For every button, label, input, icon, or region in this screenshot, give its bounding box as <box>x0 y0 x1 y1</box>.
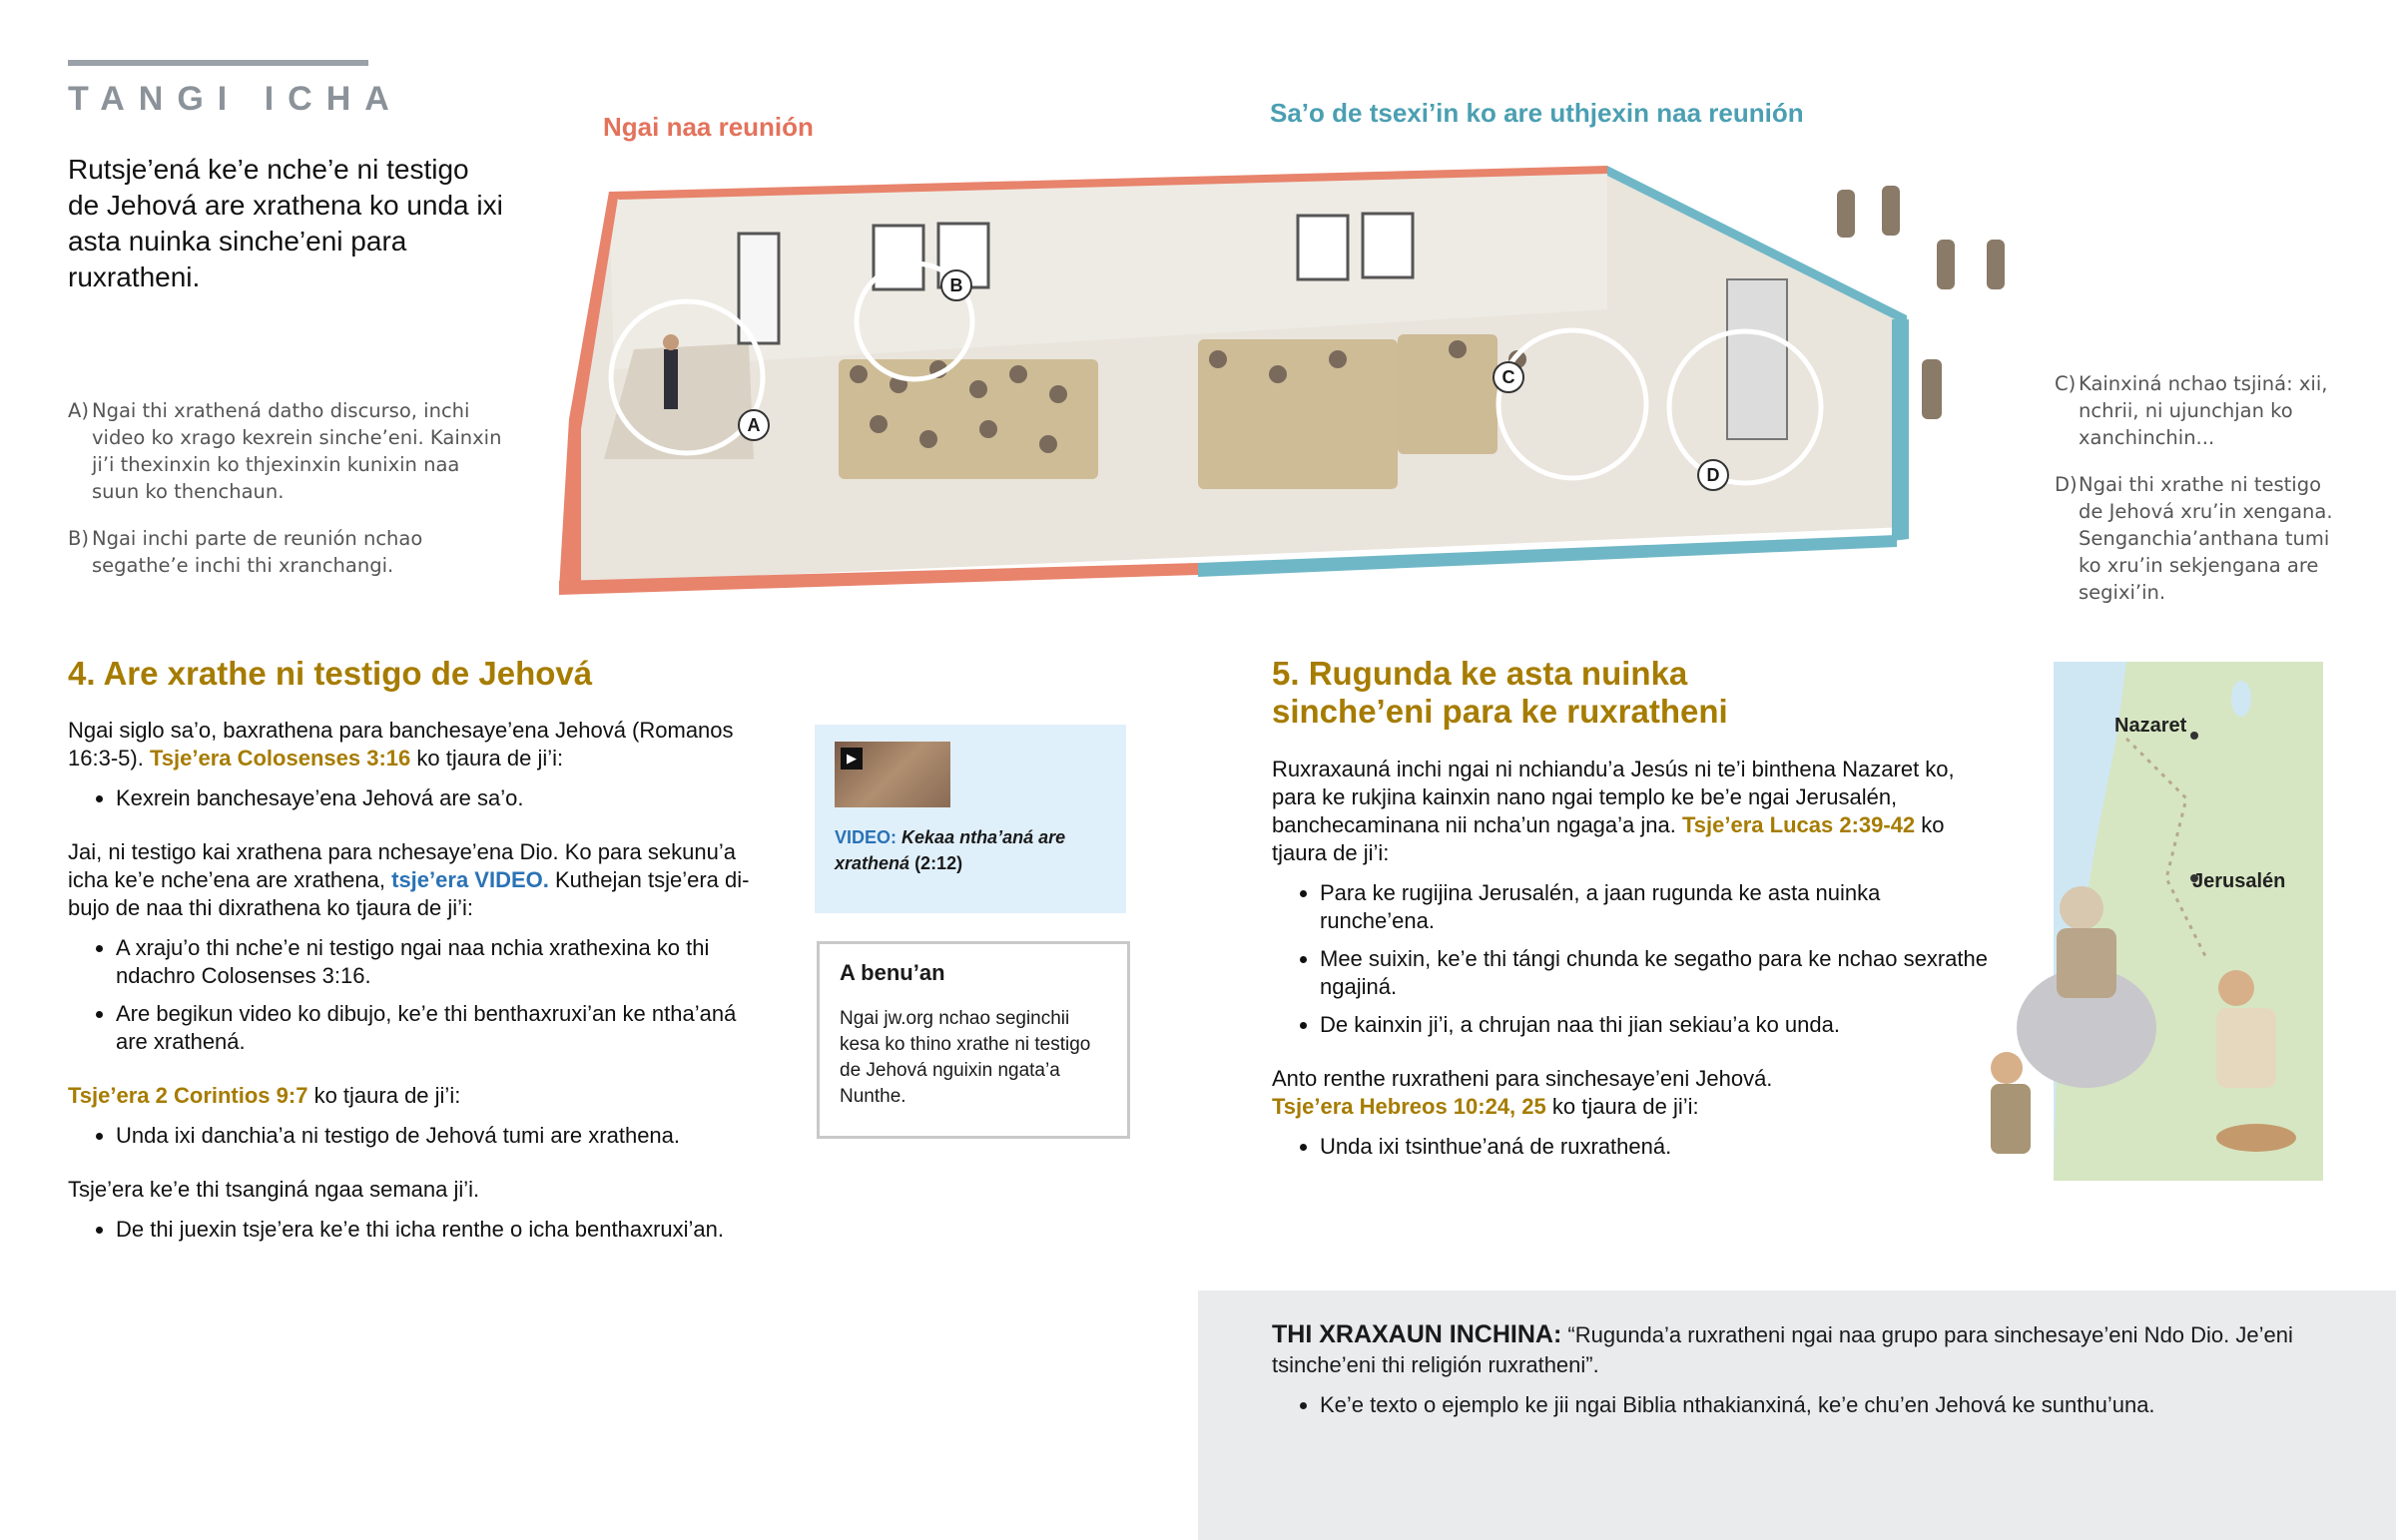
video-duration: (2:12) <box>914 853 963 873</box>
video-box[interactable] <box>815 725 1126 913</box>
list-item: • De thi juexin tsje’era ke’e thi icha renthe o icha benthaxruxi’an. <box>116 1216 767 1244</box>
play-icon[interactable]: ▶ <box>841 748 863 770</box>
caption-a: A) Ngai thi xrathená datho discurso, inchi video ko xrago kexrein sinche’eni. Kainxin ji’i thexinxin ko thjexinxin kunixin naa suun ko thenchaun. <box>68 399 502 503</box>
captions-left <box>68 397 507 599</box>
video-link[interactable]: tsje’era VIDEO. <box>391 867 549 892</box>
caption-b: B) Ngai inchi parte de reunión nchao segathe’e inchi thi xranchangi. <box>68 527 423 577</box>
list-item: • De kainxin ji’i, a chrujan naa thi jian sekiau’a ko unda. <box>1320 1011 1991 1039</box>
list-item: • Para ke rugijina Jerusalén, a jaan rugunda ke asta nuinka runche’ena. <box>1320 879 1991 935</box>
info-box-title: A benu’an <box>840 960 945 985</box>
summary-quote: “Rugunda’a ruxratheni ngai naa grupo para sinchesaye’eni Ndo Dio. Je’eni tsinche’eni thi religión ruxratheni”. <box>1272 1322 2293 1377</box>
info-box-body: Ngai jw.org nchao seginchii kesa ko thino xrathe ni testigo de Jehová nguixin ngata’a Nunthe. <box>840 1008 1091 1107</box>
list-item: • A xraju’o thi nche’e ni testigo ngai naa nchia xrathexina ko thi ndachro Colosenses 3:16. <box>116 934 767 990</box>
intro-text: Rutsje’ená ke’e nche’e ni testigo de Jehová are xrathena ko unda ixi asta nuinka sinche’eni para ruxratheni. <box>68 154 503 292</box>
illustration-label-right: Sa’o de tsexi’in ko are uthjexin naa reunión <box>1270 98 1804 128</box>
list-item: • Are begikun video ko dibujo, ke’e thi benthaxruxi’an ke ntha’aná are xrathená. <box>116 1000 767 1056</box>
bible-ref-link[interactable]: Tsje’era Lucas 2:39-42 <box>1682 812 1916 837</box>
caption-c: C) Kainxiná nchao tsjiná: xii, nchrii, ni ujunchjan ko xanchinchin... <box>2055 372 2328 449</box>
list-item: • Kexrein banchesaye’ena Jehová are sa’o. <box>116 784 767 812</box>
meeting-hall-illustration <box>519 160 2017 609</box>
list-item: • Mee suixin, ke’e thi tángi chunda ke segatho para ke nchao sexrathe ngajiná. <box>1320 945 1991 1001</box>
bible-ref-link[interactable]: Tsje’era Hebreos 10:24, 25 <box>1272 1094 1546 1119</box>
captions-right <box>2055 370 2344 626</box>
list-item: • Unda ixi tsinthue’aná de ruxrathená. <box>1320 1133 1991 1161</box>
bible-ref-link[interactable]: Tsje’era 2 Corintios 9:7 <box>68 1083 308 1108</box>
list-item: • Ke’e texto o ejemplo ke jii ngai Biblia nthakianxiná, ke’e chu’en Jehová ke sunthu’una. <box>1320 1390 2330 1420</box>
page-kicker: TANGI ICHA <box>68 80 403 118</box>
list-item: • Unda ixi danchia’a ni testigo de Jehová tumi are xrathena. <box>116 1122 767 1150</box>
section4-body: Ngai siglo sa’o, baxrathena para banchesaye’ena Jehová (Romanos 16:3-5). Tsje’era Colosenses 3:16 ko tjaura de ji’i: • Kexrein banchesaye’ena Jehová are sa’o. Jai, ni testigo kai xrathena para nchesaye’ena Dio. Ko para sekunu’a icha ke’e nche’ena are xrathena, tsje’era VIDEO. Kuthejan tsje’era dibujo de naa thi dixrathena ko tjaura de ji’i: • A xraju’o thi nche’e ni testigo ngai naa nchia xrathexina ko thi ndachro Colosenses 3:16. • Are begikun video ko dibujo, ke’e thi benthaxruxi’an ke ntha’aná are xrathená. Tsje’era 2 Corintios 9:7 ko tjaura de ji’i: • Unda ixi danchia’a ni testigo de Jehová tumi are xrathena. Tsje’era ke’e thi tsanginá ngaa semana ji’i. • De thi juexin tsje’era ke’e thi icha renthe o icha benthaxruxi’an. <box>68 717 767 1270</box>
summary-content <box>1272 1319 2330 1420</box>
marker-d: D <box>1697 459 1729 491</box>
section5-body: Ruxraxauná inchi ngai ni nchiandu’a Jesús ni te’i binthena Nazaret ko, para ke rukjina kainxin nano ngai templo ke be’e ngai Jerusalén, banchecaminana nii ncha’un ngaga’a jna. Tsje’era Lucas 2:39-42 ko tjaura de ji’i: • Para ke rugijina Jerusalén, a jaan rugunda ke asta nuinka runche’ena. • Mee suixin, ke’e thi tángi chunda ke segatho para ke nchao sexrathe ngajiná. • De kainxin ji’i, a chrujan naa thi jian sekiau’a ko unda. Anto renthe ruxratheni para sinchesaye’eni Jehová. Tsje’era Hebreos 10:24, 25 ko tjaura de ji’i: • Unda ixi tsinthue’aná de ruxrathená. <box>1272 756 1991 1187</box>
map-label-nazaret: Nazaret <box>2114 715 2187 737</box>
video-thumbnail[interactable] <box>835 742 950 807</box>
info-box <box>817 941 1130 1139</box>
bible-ref-link[interactable]: Tsje’era Colosenses 3:16 <box>149 746 411 770</box>
illustration-label-left: Ngai naa reunión <box>603 112 814 142</box>
marker-c: C <box>1493 361 1524 393</box>
video-title: Kekaa ntha’aná are xrathená <box>835 827 1066 873</box>
marker-a: A <box>738 409 770 441</box>
marker-b: B <box>940 269 972 301</box>
section5-heading: 5. Rugunda ke asta nuinka sinche’eni para ke ruxratheni <box>1272 655 1728 730</box>
section4-heading: 4. Are xrathe ni testigo de Jehová <box>68 655 593 692</box>
map-illustration <box>1927 659 2376 1233</box>
video-label: VIDEO: <box>835 827 898 847</box>
title-rule <box>68 60 368 66</box>
summary-label: THI XRAXAUN INCHINA: <box>1272 1320 1562 1348</box>
caption-d: D) Ngai thi xrathe ni testigo de Jehová xru’in xengana. Senganchia’anthana tumi ko xru’in sekjengana are segixi’in. <box>2055 473 2333 604</box>
map-label-jerusalen: Jerusalén <box>2192 870 2286 892</box>
